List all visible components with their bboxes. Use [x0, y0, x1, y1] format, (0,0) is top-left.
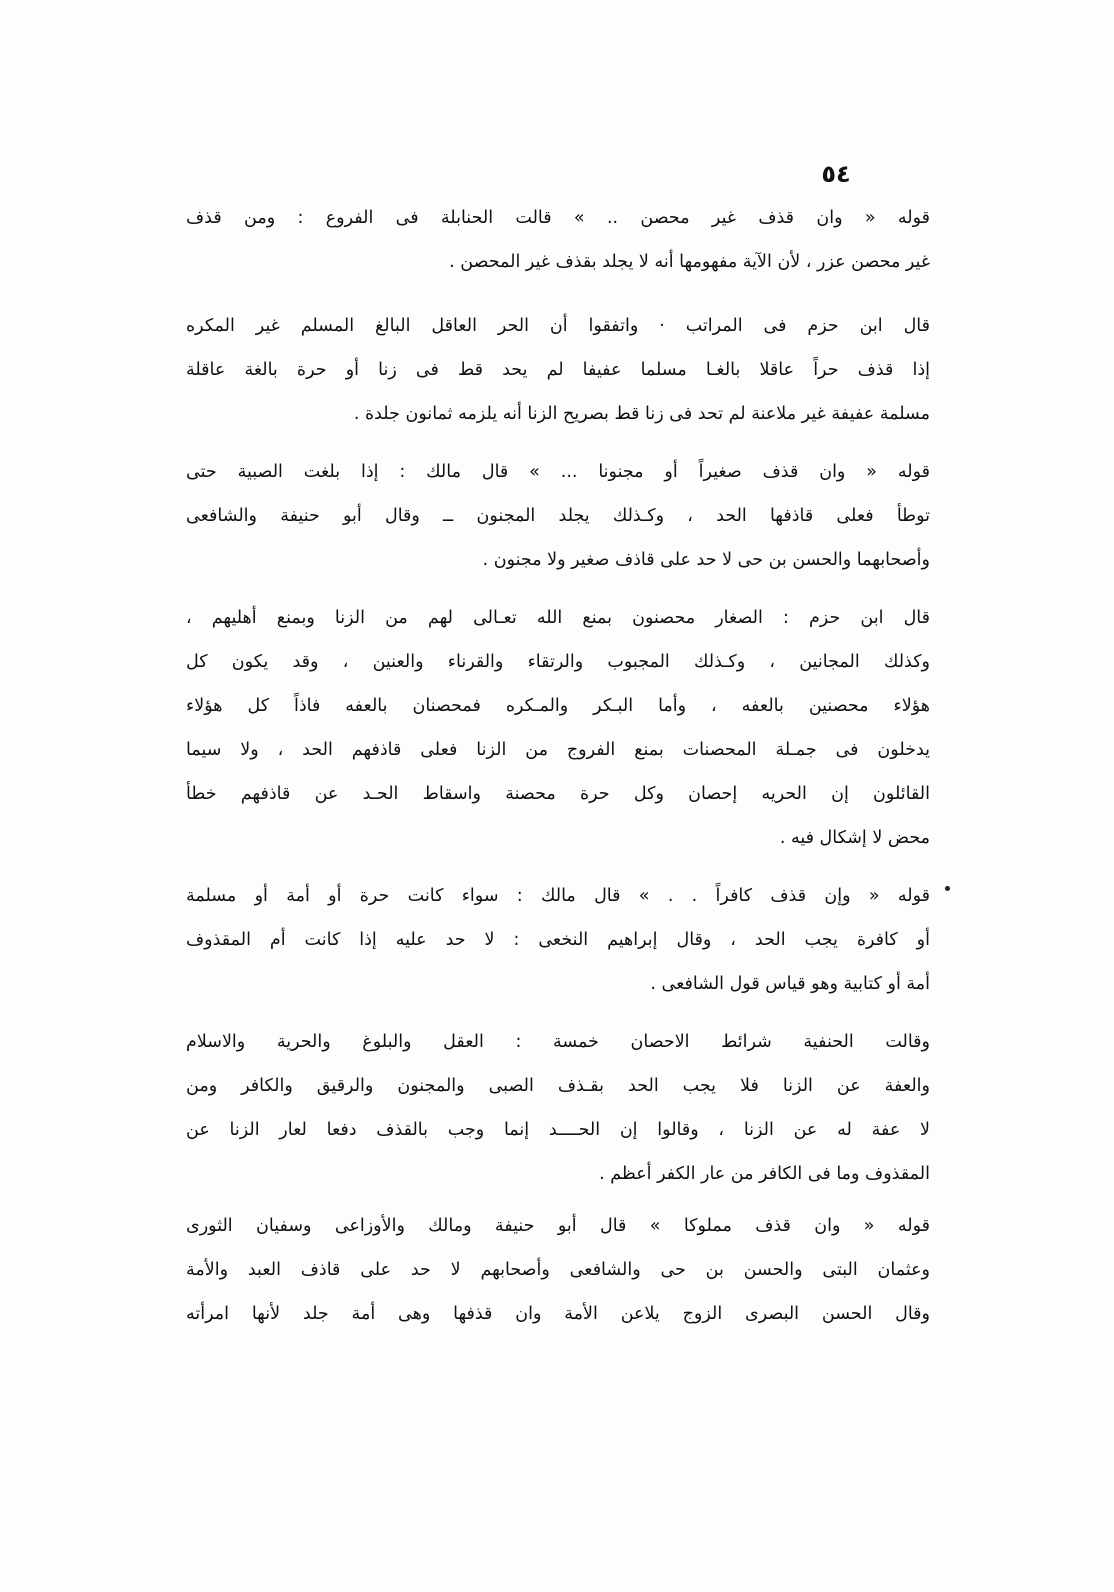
- text-line: والعفة عن الزنا فلا يجب الحد بقـذف الصبى والمجنون والرقيق والكافر ومن: [186, 1076, 930, 1096]
- text-line: يدخلون فى جمـلة المحصنات بمنع الفروج من الزنا فعلى قاذفهم الحد ، ولا سيما: [186, 740, 930, 760]
- text-line: قوله « وإن قذف كافراً . . » قال مالك : سواء كانت حرة أو أمة أو مسلمة: [186, 886, 930, 906]
- text-line: قوله « وان قذف مملوكا » قال أبو حنيفة ومالك والأوزاعى وسفيان الثورى: [186, 1216, 930, 1236]
- text-line: قوله « وان قذف صغيراً أو مجنونا ... » قال مالك : إذا بلغت الصبية حتى: [186, 462, 930, 482]
- text-line: قوله « وان قذف غير محصن .. » قالت الحنابلة فى الفروع : ومن قذف: [186, 208, 930, 228]
- text-line: غير محصن عزر ، لأن الآية مفهومها أنه لا يجلد بقذف غير المحصن .: [449, 252, 930, 272]
- paragraph-2: [186, 304, 930, 436]
- text-line: قال ابن حزم : الصغار محصنون بمنع الله تعـالى لهم من الزنا وبمنع أهليهم ،: [186, 608, 930, 628]
- text-line: وكذلك المجانين ، وكـذلك المجبوب والرتقاء والقرناء والعنين ، وقد يكون كل: [186, 652, 930, 672]
- text-body: [186, 196, 930, 1336]
- text-line: مسلمة عفيفة غير ملاعنة لم تحد فى زنا قط بصريح الزنا أنه يلزمه ثمانون جلدة .: [353, 404, 930, 424]
- text-line: إذا قذف حراً عاقلا بالغـا مسلما عفيفا لم يحد قط فى زنا أو حرة بالغة عاقلة: [186, 360, 930, 380]
- paragraph-3: [186, 450, 930, 582]
- page-number: ٥٤: [821, 160, 851, 188]
- text-line: وأصحابهما والحسن بن حى لا حد على قاذف صغير ولا مجنون .: [482, 550, 930, 570]
- text-line: وقالت الحنفية شرائط الاحصان خمسة : العقل والبلوغ والحرية والاسلام: [186, 1032, 930, 1052]
- paragraph-6: [186, 1020, 930, 1196]
- paragraph-7: [186, 1204, 930, 1336]
- text-line: قال ابن حزم فى المراتب · واتفقوا أن الحر العاقل البالغ المسلم غير المكره: [186, 316, 930, 336]
- text-line: القائلون إن الحريه إحصان وكل حرة محصنة واسقاط الحـد عن قاذفهم خطأ: [186, 784, 930, 804]
- text-line: أمة أو كتابية وهو قياس قول الشافعى .: [650, 974, 930, 994]
- text-line: وقال الحسن البصرى الزوج يلاعن الأمة وان قذفها وهى أمة جلد لأنها امرأته: [186, 1304, 930, 1324]
- paragraph-1: [186, 196, 930, 284]
- text-line: وعثمان البتى والحسن بن حى والشافعى وأصحابهم لا حد على قاذف العبد والأمة: [186, 1260, 930, 1280]
- text-line: توطأ فعلى قاذفها الحد ، وكـذلك يجلد المجنون ــ وقال أبو حنيفة والشافعى: [186, 506, 930, 526]
- text-line: المقذوف وما فى الكافر من عار الكفر أعظم .: [599, 1164, 930, 1184]
- scan-speck: [945, 886, 950, 891]
- paragraph-5: [186, 874, 930, 1006]
- text-line: أو كافرة يجب الحد ، وقال إبراهيم النخعى : لا حد عليه إذا كانت أم المقذوف: [186, 930, 930, 950]
- text-line: هؤلاء محصنين بالعفه ، وأما البـكر والمـكره فمحصنان بالعفه فاذاً كل هؤلاء: [186, 696, 930, 716]
- text-line: محض لا إشكال فيه .: [779, 828, 930, 848]
- text-line: لا عفة له عن الزنا ، وقالوا إن الحــــد إنما وجب بالقذف دفعا لعار الزنا عن: [186, 1120, 930, 1140]
- paragraph-4: [186, 596, 930, 860]
